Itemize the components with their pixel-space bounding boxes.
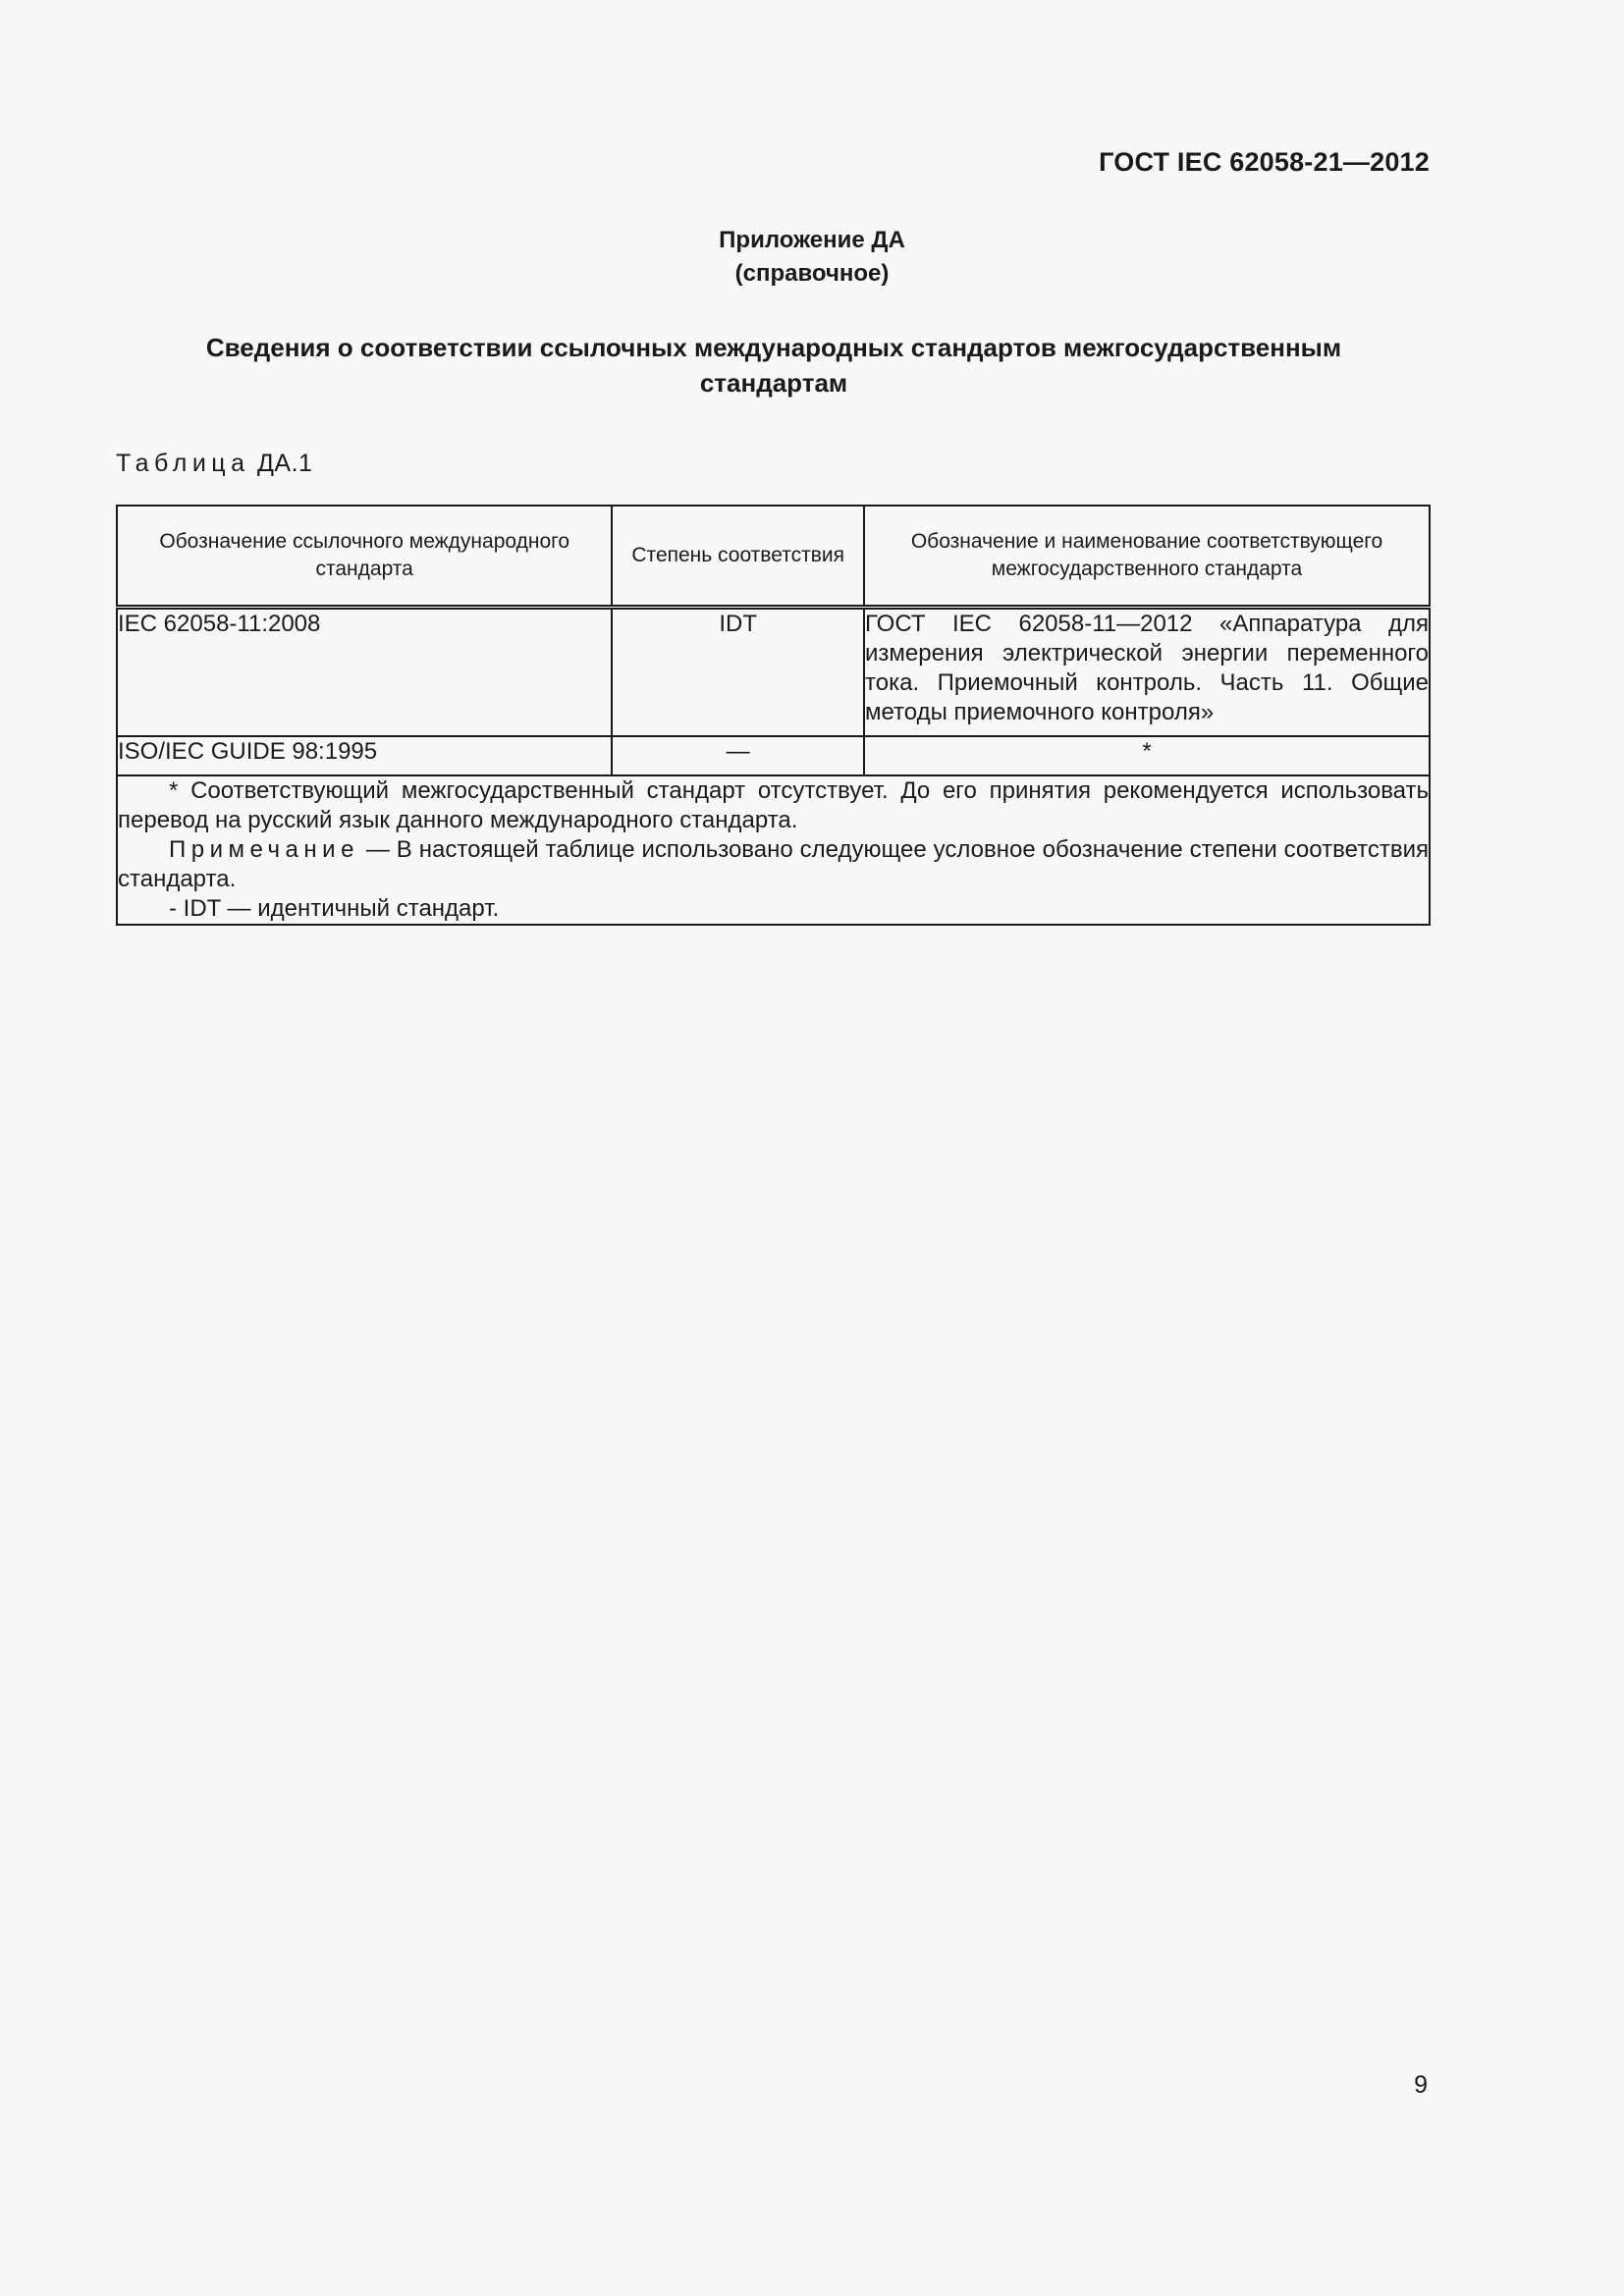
cell-national: ГОСТ IEC 62058-11—2012 «Аппаратура для измерения электрической энергии переменного тока. Приемочный контроль. Часть 11. Общие методы приемочного контроля» bbox=[864, 608, 1430, 736]
cell-degree: IDT bbox=[612, 608, 864, 736]
table-notes-row bbox=[117, 775, 1430, 925]
column-header-degree: Степень соответствия bbox=[612, 506, 864, 608]
document-code: ГОСТ IEC 62058-21—2012 bbox=[1099, 147, 1430, 177]
note-text: — В настоящей таблице использовано следующее условное обозначение степени соответствия стандарта. bbox=[118, 835, 1429, 892]
table-notes bbox=[117, 775, 1430, 925]
section-title-line-2: стандартам bbox=[699, 368, 848, 398]
table-caption bbox=[116, 450, 312, 478]
annex-title: Приложение ДА bbox=[719, 227, 905, 253]
table-caption-word: Таблица bbox=[116, 450, 250, 477]
column-header-national: Обозначение и наименование соответствующего межгосударственного стандарта bbox=[864, 506, 1430, 608]
cell-reference: IEC 62058-11:2008 bbox=[117, 608, 612, 736]
cell-national: * bbox=[864, 736, 1430, 775]
cell-degree: — bbox=[612, 736, 864, 775]
table-note bbox=[118, 835, 1429, 894]
column-header-reference: Обозначение ссылочного международного стандарта bbox=[117, 506, 612, 608]
cell-reference: ISO/IEC GUIDE 98:1995 bbox=[117, 736, 612, 775]
page-number: 9 bbox=[1414, 2071, 1428, 2099]
annex-subtitle: (справочное) bbox=[734, 260, 890, 287]
section-title-line-1: Сведения о соответствии ссылочных международных стандартов межгосударственным bbox=[205, 333, 1342, 362]
table-caption-number: ДА.1 bbox=[256, 450, 313, 477]
standards-table bbox=[116, 505, 1431, 926]
table-row bbox=[117, 608, 1430, 736]
note-label: Примечание bbox=[169, 835, 359, 863]
table-row bbox=[117, 736, 1430, 775]
table-note-item: - IDT — идентичный стандарт. bbox=[169, 894, 500, 922]
table-footnote: * Соответствующий межгосударственный стандарт отсутствует. До его принятия рекомендуется использовать перевод на русский язык данного международного стандарта. bbox=[118, 776, 1429, 833]
section-title bbox=[118, 330, 1430, 400]
table-header-row bbox=[117, 506, 1430, 608]
annex-heading bbox=[0, 224, 1624, 291]
